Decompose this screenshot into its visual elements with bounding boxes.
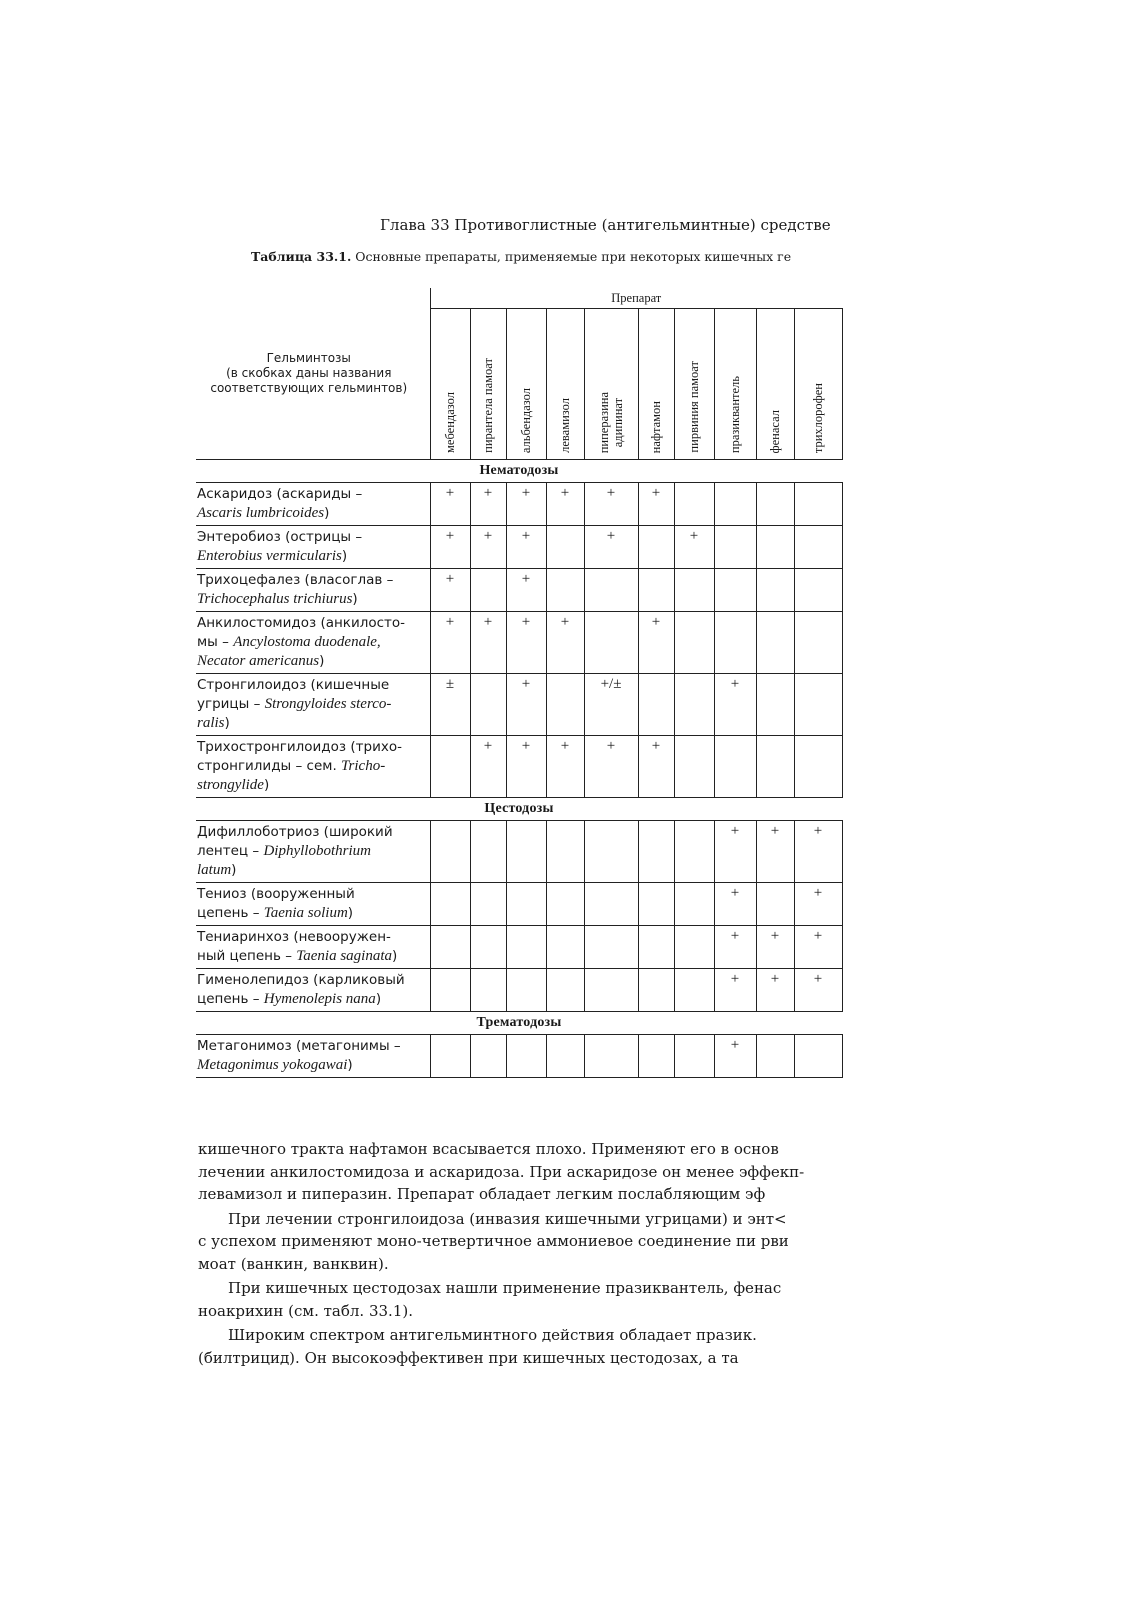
latin-name: Ancylostoma duodenale,: [233, 634, 381, 650]
efficacy-mark: +: [756, 926, 794, 969]
name-line: [197, 990, 426, 1009]
table-row: [196, 526, 842, 569]
helminthiasis-name: [196, 736, 430, 798]
name-text: Трихостронгилоидоз (трихо-: [197, 739, 402, 755]
name-line: [197, 676, 426, 695]
efficacy-mark: +: [674, 526, 714, 569]
helminthiasis-name: [196, 926, 430, 969]
paragraph: [198, 1277, 838, 1322]
drug-column-header: [470, 309, 506, 460]
name-text: Стронгилоидоз (кишечные: [197, 677, 390, 693]
text-line: лечении анкилостомидоза и аскаридоза. При аскаридозе он менее эффекп-: [198, 1162, 805, 1181]
latin-name: Hymenolepis nana: [263, 991, 376, 1007]
drug-column-header: [584, 309, 638, 460]
efficacy-mark: +: [794, 969, 842, 1012]
drug-name-line: трихлорофен: [811, 382, 826, 453]
paragraph: [198, 1208, 838, 1276]
efficacy-mark: +: [546, 483, 584, 526]
drug-group-header: Препарат: [430, 288, 842, 309]
latin-name: Metagonimus yokogawai: [197, 1057, 348, 1073]
body-text: [198, 1138, 838, 1369]
helminthiasis-name: [196, 569, 430, 612]
efficacy-mark: [430, 736, 470, 798]
drug-name: [811, 383, 825, 453]
efficacy-mark: [674, 483, 714, 526]
name-line: [197, 971, 426, 990]
section-title: Нематодозы: [196, 460, 842, 483]
efficacy-mark: [756, 736, 794, 798]
latin-name: Strongyloides sterco-: [264, 696, 392, 712]
name-line: [197, 528, 426, 547]
name-text: Энтеробиоз (острицы –: [197, 529, 363, 545]
name-line: [197, 695, 426, 714]
name-text: угрицы –: [197, 696, 265, 712]
efficacy-mark: [506, 1035, 546, 1078]
efficacy-mark: [430, 883, 470, 926]
text-line: При кишечных цестодозах нашли применение празиквантель, фенас: [228, 1279, 782, 1297]
corner-header-line: (в скобках даны названия: [226, 366, 392, 380]
drug-name: [649, 401, 663, 453]
name-line: [197, 776, 426, 795]
efficacy-mark: ±: [430, 674, 470, 736]
name-text: ный цепень –: [197, 948, 297, 964]
name-line: [197, 885, 426, 904]
name-text: мы –: [197, 634, 234, 650]
efficacy-mark: [674, 736, 714, 798]
name-line: [197, 714, 426, 733]
text-line: кишечного тракта нафтамон всасывается плохо. Применяют его в основ: [198, 1140, 779, 1158]
efficacy-mark: [546, 883, 584, 926]
name-line: [197, 823, 426, 842]
efficacy-mark: [430, 821, 470, 883]
helminthiasis-name: [196, 483, 430, 526]
helminthiasis-name: [196, 674, 430, 736]
name-line: [197, 947, 426, 966]
efficacy-mark: +: [794, 883, 842, 926]
helminthiasis-name: [196, 821, 430, 883]
efficacy-mark: [674, 883, 714, 926]
name-text: Аскаридоз (аскариды –: [197, 486, 363, 502]
efficacy-mark: [470, 969, 506, 1012]
efficacy-mark: [674, 674, 714, 736]
efficacy-mark: [794, 569, 842, 612]
efficacy-mark: [638, 674, 674, 736]
efficacy-mark: [714, 483, 756, 526]
efficacy-mark: +: [584, 736, 638, 798]
running-head: Глава 33 Противоглистные (антигельминтные) средстве: [380, 216, 831, 234]
name-line: [197, 633, 426, 652]
efficacy-mark: +: [470, 612, 506, 674]
name-text: ): [347, 905, 354, 921]
name-text: лентец –: [197, 843, 264, 859]
helminthiasis-name: [196, 883, 430, 926]
drug-name-line: левамизол: [558, 398, 572, 453]
latin-name: Taenia solium: [263, 905, 348, 921]
latin-name: Necator americanus: [197, 653, 320, 669]
efficacy-mark: [794, 483, 842, 526]
text-line: с успехом применяют моно-четвертичное аммониевое соединение пи рви: [198, 1232, 789, 1250]
name-line: [197, 738, 426, 757]
efficacy-mark: [794, 612, 842, 674]
efficacy-mark: +: [470, 526, 506, 569]
drug-name: [558, 398, 572, 453]
name-line: [197, 485, 426, 504]
efficacy-mark: [470, 1035, 506, 1078]
efficacy-mark: [794, 1035, 842, 1078]
table-row: [196, 612, 842, 674]
name-line: [197, 590, 426, 609]
efficacy-mark: [584, 612, 638, 674]
efficacy-mark: +: [584, 526, 638, 569]
latin-name: Tricho-: [341, 758, 386, 774]
name-text: ): [392, 948, 398, 964]
drug-name-line: пирантела памоат: [481, 358, 495, 453]
name-line: [197, 652, 426, 671]
efficacy-mark: [674, 821, 714, 883]
latin-name: Trichocephalus trichiurus: [197, 591, 353, 607]
text-line: моат (ванкин, ванквин).: [198, 1254, 389, 1273]
efficacy-mark: [638, 969, 674, 1012]
drug-table: [196, 288, 843, 1078]
name-line: [197, 842, 426, 861]
drug-name-line: пирвиния памоат: [687, 361, 701, 453]
efficacy-mark: +: [714, 926, 756, 969]
efficacy-mark: [470, 821, 506, 883]
table-row: [196, 926, 842, 969]
drug-column-header: [506, 309, 546, 460]
name-text: цепень –: [197, 991, 264, 1007]
efficacy-mark: [756, 612, 794, 674]
efficacy-mark: [430, 926, 470, 969]
drug-name: [519, 388, 533, 453]
efficacy-mark: [430, 1035, 470, 1078]
name-text: ): [263, 777, 270, 793]
efficacy-mark: [638, 1035, 674, 1078]
latin-name: strongylide: [197, 777, 264, 793]
name-text: Трихоцефалез (власоглав –: [197, 572, 394, 588]
table-caption-text: Основные препараты, применяемые при некоторых кишечных ге: [351, 249, 792, 264]
efficacy-mark: [546, 569, 584, 612]
efficacy-mark: [506, 969, 546, 1012]
latin-name: Enterobius vermicularis: [197, 548, 342, 564]
efficacy-mark: [674, 926, 714, 969]
drug-column-header: [638, 309, 674, 460]
table-row: [196, 969, 842, 1012]
section-title: Цестодозы: [196, 798, 842, 821]
efficacy-mark: [584, 926, 638, 969]
corner-header-line: Гельминтозы: [266, 351, 351, 365]
efficacy-mark: [584, 821, 638, 883]
efficacy-mark: +: [756, 821, 794, 883]
table-corner-header: [196, 288, 430, 460]
efficacy-mark: +: [546, 612, 584, 674]
efficacy-mark: [794, 674, 842, 736]
name-text: Анкилостомидоз (анкилосто-: [197, 615, 406, 631]
name-text: ): [341, 548, 348, 564]
efficacy-mark: +: [470, 483, 506, 526]
efficacy-mark: [546, 969, 584, 1012]
efficacy-mark: +: [714, 821, 756, 883]
drug-column-header: [756, 309, 794, 460]
corner-header-line: соответствующих гельминтов): [210, 381, 408, 395]
name-text: ): [352, 591, 358, 607]
efficacy-mark: [470, 674, 506, 736]
efficacy-mark: [714, 736, 756, 798]
name-text: Тениоз (вооруженный: [197, 886, 355, 902]
efficacy-mark: +: [794, 926, 842, 969]
text-line: ноакрихин (см. табл. 33.1).: [198, 1301, 413, 1320]
name-text: ): [375, 991, 382, 1007]
efficacy-mark: [756, 674, 794, 736]
name-line: [197, 614, 426, 633]
efficacy-mark: [674, 1035, 714, 1078]
drug-name: [597, 392, 625, 453]
efficacy-mark: [794, 526, 842, 569]
name-line: [197, 547, 426, 566]
text-line: левамизол и пиперазин. Препарат обладает легким послабляющим эф: [198, 1185, 766, 1203]
name-text: ): [224, 715, 230, 731]
helminthiasis-name: [196, 526, 430, 569]
drug-name: [768, 410, 782, 453]
efficacy-mark: [546, 674, 584, 736]
name-text: ): [324, 505, 330, 521]
latin-name: ralis: [197, 715, 225, 731]
drug-name-line: празиквантель: [728, 375, 742, 453]
efficacy-mark: [470, 883, 506, 926]
latin-name: Taenia saginata: [296, 948, 393, 964]
efficacy-mark: [546, 821, 584, 883]
efficacy-mark: [674, 569, 714, 612]
efficacy-mark: [638, 526, 674, 569]
table-row: [196, 1035, 842, 1078]
efficacy-mark: +: [506, 526, 546, 569]
efficacy-mark: [584, 569, 638, 612]
name-text: ): [319, 653, 325, 669]
name-text: ): [231, 862, 237, 878]
drug-column-header: [794, 309, 842, 460]
name-line: [197, 861, 426, 880]
efficacy-mark: +: [714, 674, 756, 736]
paragraph: [198, 1138, 838, 1206]
name-text: Тениаринхоз (невооружен-: [197, 929, 391, 945]
efficacy-mark: [714, 569, 756, 612]
drug-column-header: [674, 309, 714, 460]
efficacy-mark: +: [506, 674, 546, 736]
table-row: [196, 883, 842, 926]
efficacy-mark: [674, 612, 714, 674]
name-text: ): [347, 1057, 353, 1073]
drug-name-line: альбендазол: [519, 387, 533, 453]
efficacy-mark: [638, 569, 674, 612]
section-title: Трематодозы: [196, 1012, 842, 1035]
table-row: [196, 736, 842, 798]
drug-name: [481, 358, 495, 453]
table-row: [196, 569, 842, 612]
drug-name-line: нафтамон: [649, 400, 663, 453]
helminthiasis-name: [196, 1035, 430, 1078]
efficacy-mark: +: [756, 969, 794, 1012]
drug-column-header: [546, 309, 584, 460]
efficacy-mark: [470, 926, 506, 969]
efficacy-mark: [756, 483, 794, 526]
drug-column-header: [430, 309, 470, 460]
efficacy-mark: [674, 969, 714, 1012]
efficacy-mark: [756, 1035, 794, 1078]
efficacy-mark: [638, 883, 674, 926]
efficacy-mark: [506, 821, 546, 883]
text-line: Широким спектром антигельминтного действия обладает празик.: [228, 1326, 757, 1344]
text-line: (билтрицид). Он высокоэффективен при кишечных цестодозах, а та: [198, 1348, 739, 1367]
name-line: [197, 1056, 426, 1075]
drug-name: [728, 376, 742, 453]
efficacy-mark: [794, 736, 842, 798]
efficacy-mark: +: [430, 612, 470, 674]
drug-name: [443, 392, 457, 453]
efficacy-mark: [584, 969, 638, 1012]
name-line: [197, 504, 426, 523]
table-row: [196, 483, 842, 526]
name-line: [197, 571, 426, 590]
name-text: цепень –: [197, 905, 264, 921]
efficacy-mark: +/±: [584, 674, 638, 736]
drug-name-line: адипинат: [611, 397, 625, 448]
efficacy-mark: [506, 926, 546, 969]
efficacy-mark: [756, 883, 794, 926]
efficacy-mark: [584, 1035, 638, 1078]
efficacy-mark: +: [506, 736, 546, 798]
efficacy-mark: [756, 526, 794, 569]
efficacy-mark: +: [430, 483, 470, 526]
latin-name: Ascaris lumbricoides: [197, 505, 325, 521]
efficacy-mark: +: [506, 483, 546, 526]
latin-name: Diphyllobothrium: [263, 843, 371, 859]
efficacy-mark: [546, 526, 584, 569]
efficacy-mark: +: [430, 569, 470, 612]
efficacy-mark: +: [638, 736, 674, 798]
drug-name: [687, 361, 701, 453]
efficacy-mark: +: [546, 736, 584, 798]
efficacy-mark: +: [714, 969, 756, 1012]
helminthiasis-name: [196, 612, 430, 674]
drug-name-line: пиперазина: [597, 391, 611, 453]
efficacy-mark: [470, 569, 506, 612]
efficacy-mark: [430, 969, 470, 1012]
table-row: [196, 821, 842, 883]
drug-column-header: [714, 309, 756, 460]
efficacy-mark: +: [638, 483, 674, 526]
efficacy-mark: [714, 526, 756, 569]
efficacy-mark: +: [506, 612, 546, 674]
efficacy-mark: [546, 1035, 584, 1078]
table-caption: [251, 249, 791, 264]
name-line: [197, 1037, 426, 1056]
name-text: Дифиллоботриоз (широкий: [197, 824, 393, 840]
efficacy-mark: [584, 883, 638, 926]
efficacy-mark: +: [714, 1035, 756, 1078]
name-line: [197, 928, 426, 947]
drug-name-line: мебендазол: [443, 392, 457, 453]
efficacy-mark: [638, 926, 674, 969]
drug-name-line: фенасал: [768, 409, 782, 453]
name-line: [197, 757, 426, 776]
helminthiasis-name: [196, 969, 430, 1012]
table-caption-label: Таблица 33.1.: [251, 249, 352, 264]
name-text: Гименолепидоз (карликовый: [197, 972, 405, 988]
efficacy-mark: [756, 569, 794, 612]
efficacy-mark: [638, 821, 674, 883]
name-line: [197, 904, 426, 923]
name-text: стронгилиды – сем.: [197, 758, 342, 774]
efficacy-mark: +: [506, 569, 546, 612]
efficacy-mark: [714, 612, 756, 674]
efficacy-mark: +: [714, 883, 756, 926]
paragraph: [198, 1324, 838, 1369]
efficacy-mark: +: [638, 612, 674, 674]
efficacy-mark: +: [430, 526, 470, 569]
table-row: [196, 674, 842, 736]
text-line: При лечении стронгилоидоза (инвазия кишечными угрицами) и энт<: [228, 1209, 787, 1228]
efficacy-mark: [546, 926, 584, 969]
latin-name: latum: [197, 862, 232, 878]
efficacy-mark: +: [794, 821, 842, 883]
efficacy-mark: [506, 883, 546, 926]
efficacy-mark: +: [584, 483, 638, 526]
name-text: Метагонимоз (метагонимы –: [197, 1038, 401, 1054]
efficacy-mark: +: [470, 736, 506, 798]
